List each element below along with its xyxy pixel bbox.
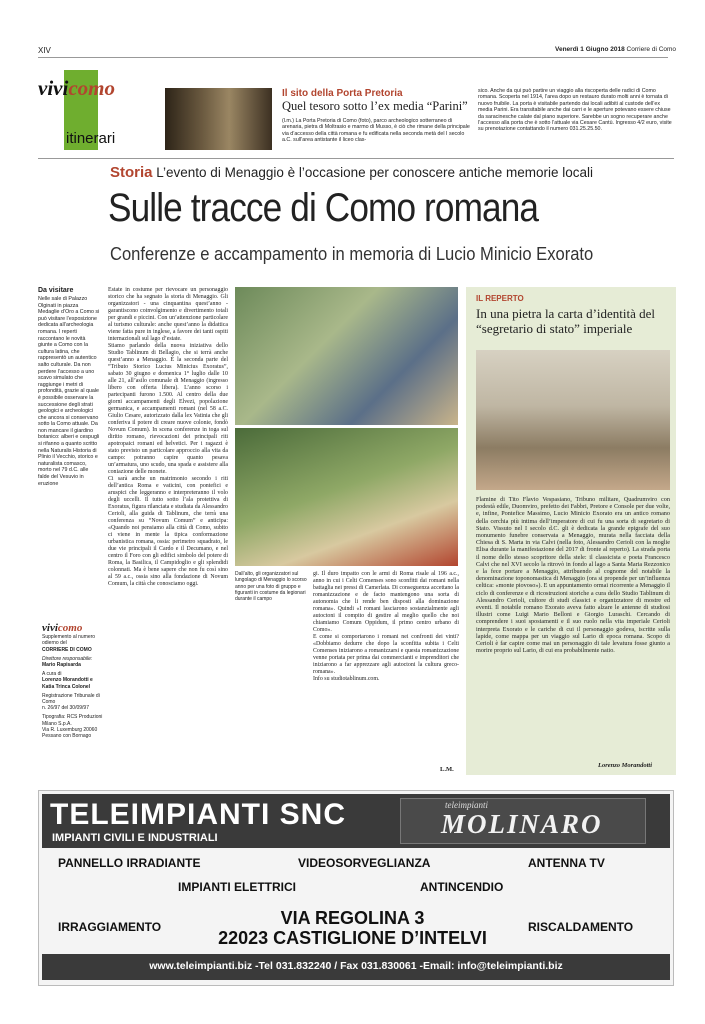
service-item: VIDEOSORVEGLIANZA: [298, 856, 431, 870]
colophon-line: CORRIERE DI COMO: [42, 646, 92, 653]
sidebar-heading: Da visitare: [38, 287, 74, 294]
service-item: IMPIANTI ELETTRICI: [178, 880, 296, 894]
logo-text: [38, 76, 115, 101]
ad-tagline: IMPIANTI CIVILI E INDUSTRIALI: [52, 832, 218, 844]
colophon-line: Tipografia: RCS Produzioni Milano S.p.A.: [42, 714, 103, 727]
date-line: [555, 46, 676, 53]
article-kicker: Storia: [110, 164, 153, 181]
colophon-logo: [42, 622, 104, 634]
photo-caption: Dall’alto, gli organizzatori sul lungolago di Menaggio lo scorso anno per una foto di gruppo e figuranti in costume da legionari durante il campo: [235, 571, 307, 603]
article-col1: Estate in costume per rievocare un personaggio storico che ha segnato la storia di Menaggio. Gli organizzatori - una cinquantina quest’anno - garantiscono coinvolgimento e divertimento totali per grandi e piccini. Con un’attenzione particolare al turismo culturale: anche quest’anno la didattica viene fatta pure in inglese, a favore dei tanti ospiti internazionali sul lago d’estate. Stiamo parlando della nuova iniziativa dello Studio Tablinum di Bellagio, che si terrà anche quest’anno a Menaggio. È la seconda parte del “Tributo Storico Lucius Minicius Exoratus”, sabato 30 giugno e domenica 1° luglio dalle 10 alle 21, all’asilo comunale di Menaggio (ingresso libero con offerta libera). L’anno scorso i partecipanti furono 1.500. Al centro della due giorni accampamenti degli Elvezi, popolazione germanica, e accampamenti romani (nel 58 a.C. Giulio Cesare, autorizzato dalla lex Vatinia che gli conferiva il potere di creare nuove colonie, fondò Novum Comum). In scena conferenze in toga sul diritto romano, rievocazioni dei principali riti apotropaici romani ed helvetici. Per i ragazzi è stato previsto un particolare approccio alla vita da campo: potranno capire quanto pesava un’armatura, uno scudo, una spada e assistere alla coniazione delle monete. Ci sarà anche un matrimonio secondo i riti dell’antica Roma e vaticini, con pontefici e aruspici che leggeranno e interpreteranno il volo degli uccelli. Il tutto sotto l’ala protettiva di Exoratus, figura rilanciata e studiata da Alessandro Cerioli, alla guida di Tablinum, che terrà una conferenza su “Novum Comum” e anticipa: «Quando noi pensiamo alla città di Como, subito ci viene in mente la tipica conformazione urbanistica romana, ossia: perimetro squadrato, le due vie principali il Cardo e il Decumano, e nel centro il Foro con gli edifici simbolo del potere di Roma, la Basilica, il Campidoglio e gli splendidi colonnati. Ma è bene sapere che non fu così sino al 59 a.c., ossia sino alla fondazione di Novum Comum, la città che conosciamo oggi.: [108, 287, 228, 587]
reperto-signature: Lorenzo Morandotti: [598, 762, 652, 769]
sidebar: [38, 287, 100, 487]
colophon-line: Direttore responsabile:: [42, 655, 93, 662]
date: Venerdì 1 Giugno 2018: [555, 46, 625, 53]
colophon-logo-como: como: [57, 622, 83, 634]
service-item: PANNELLO IRRADIANTE: [58, 856, 201, 870]
colophon-line: Supplemento al numero odierno del: [42, 634, 96, 647]
ad-address-1: VIA REGOLINA 3: [280, 908, 425, 928]
reperto-body: Flamine di Tito Flavio Vespasiano, Tribuno militare, Quadrumviro con podestà edile, Duomviro, prefetto dei Fabbri, Pretore e Console per due volte, e, infine, Pontefice Massimo, Lucio Minicio Exorato era un antico romano della cerchia più intima dell’imperatore di cui fu una sorta di segretario di Stato. Vissuto nel I secolo d.C. gli è dedicata la grande epigrafe del suo monumento funebre conservata a Menaggio, murata nella facciata della Chiesa di S. Marta in via Calvi (nella foto, Alessandro Cerioli con la moglie Elisa durante la manifestazione del 2017 di fronte al reperto). La strada porta il nome dello stesso scopritore della stele: il classicista e poeta Francesco Calvi che nel XVI secolo la ritrovò in fondo al lago a Santa Maria Rezzonico e la fece portare a Menaggio, attribuendo al cognome del notabile la denominazione toponomastica di Menaggio (ora si propende per un’influenza celtica: «monte piovoso»). E un appuntamento ormai ricorrente a Menaggio il ciclo di conferenze e di ricostruzioni storiche a cura dello Studio Tablinum di Alessandro Cerioli, cultore di studi classici e organizzatore di mostre ed eventi. Il notabile romano Exorato aveva fatto alzare le antenne di studiosi illustri come Luigi Mario Belloni e Giorgio Luraschi. Cercando di comprendere i suoi spostamenti e il suo ruolo nella vita imperiale Cerioli interpreta Exorato e le cariche di cui il personaggio godeva, iscritte sulla lapide, come mappa per un viaggio sul Lario di epoca romana. Scopo di Cerioli è far capire come mai un personaggio di tale levatura fosse giunto a morire proprio sul Lario, di cui era probabilmente natio.: [476, 496, 670, 655]
service-item: RISCALDAMENTO: [528, 920, 634, 934]
colophon-logo-vivi: vivi: [42, 622, 58, 634]
logo-como: como: [68, 76, 115, 100]
colophon-line: Registrazione Tribunale di Como: [42, 692, 100, 706]
ad-brand-logo: [400, 798, 646, 844]
teaser-col2: sico. Anche da qui può partire un viaggio alla riscoperta delle radici di Como romana. Scoperta nel 1914, l’area dopo un restauro durato molti anni è tornata di nuovo fruibile. La porta è visitabile partendo dai locali adibiti al custode dell’ex media Parini. Era transitabile anche dai carri e le aperture potevano essere chiuse da saracinesche calate dal piano superiore. Sarebbe un sogno recuperare anche l’accesso alla porta che è sotto l’attuale via Cesare Cantù. Ingresso 4/2 euro, visite su prenotazione contattando il numero 031.25.25.50.: [478, 88, 672, 133]
epigraph-photo: [476, 350, 670, 490]
teaser-col1: (l.m.) La Porta Pretoria di Como (foto), parco archeologico sotterraneo di arenaria, pietra di Moltrasio e marmo di Musso, è ciò che rimane della principale via d’accesso della città romana e fu edificata nella seconda metà del I secolo a.C. sull’area antistante il liceo clas-: [282, 118, 470, 144]
ad-brand-small: teleimpianti: [445, 800, 488, 810]
legionaries-camp-photo: [235, 428, 458, 566]
ad-contacts[interactable]: www.teleimpianti.biz -Tel 031.832240 / Fax 031.830061 -Email: info@teleimpianti.biz: [149, 960, 563, 972]
teaser-kicker: Il sito della Porta Pretoria: [282, 88, 403, 99]
page-number: XIV: [38, 46, 51, 55]
article-kicker-line: [110, 164, 593, 182]
sidebar-text: Nelle sale di Palazzo Olginati in piazza Medaglie d’Oro a Como si può visitare l’esposizione dedicata all’archeologia romana. I reperti raccontano le novità giunte a Como con la cultura latina, che rappresentò un autentico salto culturale. Da non perdere l’accesso a uno scavo simulato che raggiunge i metri di profondità, grazie al quale è possibile osservare la successione degli strati geologici e archeologici che ancora si conservano sotto la Como attuale. Da non mancare il giardino botanico: alberi e cespugli si rifanno a quanto scritto nella Naturalis Historia di Plinio il Vecchio, storico e naturalista comasco, morto nel 79 d.C. alle falde del Vesuvio in eruzione: [38, 296, 100, 487]
article-kicker-rest: L’evento di Menaggio è l’occasione per conoscere antiche memorie locali: [156, 165, 594, 180]
brand-logo: [38, 70, 158, 150]
colophon-line: Via R. Luxemburg 20060 Pessano con Bornago: [42, 726, 98, 740]
paper-name: Corriere di Como: [626, 46, 677, 53]
colophon-line: A cura di: [42, 671, 62, 678]
service-item: ANTINCENDIO: [420, 880, 504, 894]
article-col2: gi. Il duro impatto con le armi di Roma risale al 196 a.c., anno in cui i Celti Comenses sono sconfitti dai romani nella battaglia nei pressi di Camerlata. Di conseguenza accettano la romanizzazione e de facto mantengono una sorta di autonomia che li rende ben disposti alla dominazione romana». Quindi «I romani lasciarono sostanzialmente agli autoctoni il compito di gestire al meglio quello che noi chiamiamo Comum Oppidum, il primo centro urbano di Como». E come si comportarono i romani nei confronti dei vinti? «Dobbiamo dedurre che dopo la sconfitta subita i Celti Comenses iniziarono a romanizzarsi e questa romanizzazione venne portata per prima dai commercianti e imprenditori che iniziarono a far apprezzare agli autoctoni la cultura greco-romana». Info su studiotablinum.com.: [313, 571, 459, 682]
ad-brand-big: MOLINARO: [441, 809, 603, 839]
headline: Sulle tracce di Como romana: [108, 186, 539, 230]
section-label: itinerari: [66, 130, 116, 147]
colophon-line: Mario Rapisarda: [42, 662, 81, 669]
colophon-line: Lorenzo Morandotti e Katia Trinca Colonel: [42, 677, 93, 690]
service-item: IRRAGGIAMENTO: [58, 920, 162, 934]
teaser-rule: [38, 158, 674, 159]
service-item: ANTENNA TV: [528, 856, 605, 870]
reperto-title: In una pietra la carta d’identità del “segretario di stato” imperiale: [476, 306, 656, 336]
ad-company: TELEIMPIANTI SNC: [50, 798, 347, 831]
article-signature: L.M.: [440, 766, 454, 773]
logo-vivi: vivi: [38, 76, 69, 100]
porta-pretoria-photo: [165, 88, 272, 150]
colophon: [42, 622, 104, 740]
subhead: Conferenze e accampamento in memoria di Lucio Minicio Exorato: [110, 244, 594, 264]
header-rule: [38, 57, 668, 58]
ad-address-2: 22023 CASTIGLIONE D’INTELVI: [218, 928, 487, 948]
colophon-line: n. 26/97 del 30/09/97: [42, 705, 89, 712]
group-photo-lakefront: [235, 287, 458, 425]
reperto-label: IL REPERTO: [476, 294, 524, 303]
teaser-title: Quel tesoro sotto l’ex media “Parini”: [282, 99, 468, 113]
